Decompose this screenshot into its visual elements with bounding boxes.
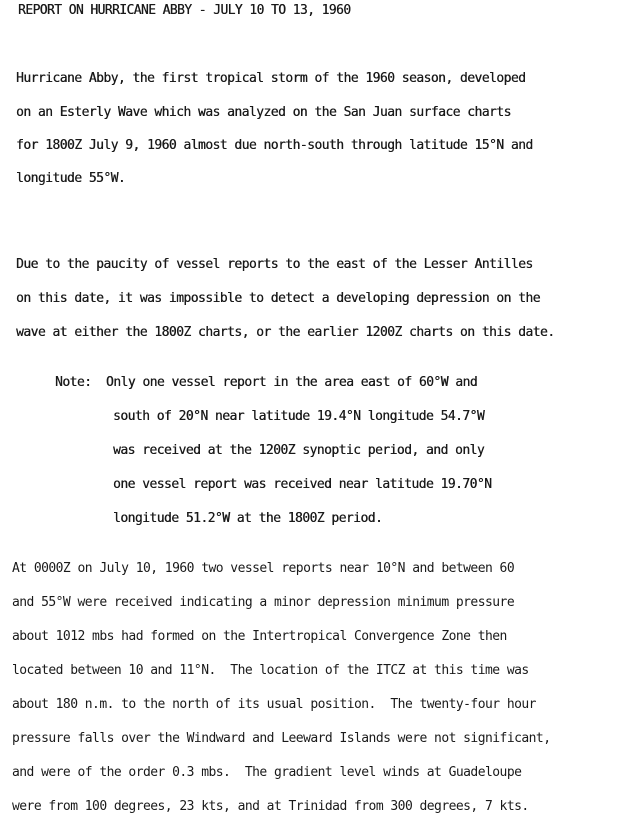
paragraph-1-line-3: for 1800Z July 9, 1960 almost due north-south through latitude 15°N and xyxy=(16,138,533,153)
report-title: REPORT ON HURRICANE ABBY - JULY 10 TO 13, 1960 xyxy=(18,3,351,18)
paragraph-1-line-1: Hurricane Abby, the first tropical storm of the 1960 season, developed xyxy=(16,71,526,86)
note-line-3: was received at the 1200Z synoptic period, and only xyxy=(113,443,485,458)
paragraph-3-line-8: were from 100 degrees, 23 kts, and at Trinidad from 300 degrees, 7 kts. xyxy=(12,799,529,814)
paragraph-2-line-1: Due to the paucity of vessel reports to the east of the Lesser Antilles xyxy=(16,257,533,272)
paragraph-3-line-3: about 1012 mbs had formed on the Intertropical Convergence Zone then xyxy=(12,629,507,644)
paragraph-3-line-4: located between 10 and 11°N. The location of the ITCZ at this time was xyxy=(12,663,529,678)
note-line-5: longitude 51.2°W at the 1800Z period. xyxy=(113,511,383,526)
paragraph-1-line-2: on an Esterly Wave which was analyzed on the San Juan surface charts xyxy=(16,105,511,120)
paragraph-3-line-7: and were of the order 0.3 mbs. The gradient level winds at Guadeloupe xyxy=(12,765,522,780)
paragraph-3-line-1: At 0000Z on July 10, 1960 two vessel reports near 10°N and between 60 xyxy=(12,561,515,576)
paragraph-3-line-5: about 180 n.m. to the north of its usual position. The twenty-four hour xyxy=(12,697,536,712)
paragraph-3-line-6: pressure falls over the Windward and Leeward Islands were not significant, xyxy=(12,731,551,746)
note-line-2: south of 20°N near latitude 19.4°N longitude 54.7°W xyxy=(113,409,485,424)
note-line-1: Note: Only one vessel report in the area east of 60°W and xyxy=(55,375,478,390)
paragraph-2-line-2: on this date, it was impossible to detect a developing depression on the xyxy=(16,291,540,306)
paragraph-1-line-4: longitude 55°W. xyxy=(16,171,126,186)
paragraph-3-line-2: and 55°W were received indicating a minor depression minimum pressure xyxy=(12,595,515,610)
note-line-4: one vessel report was received near latitude 19.70°N xyxy=(113,477,492,492)
paragraph-2-line-3: wave at either the 1800Z charts, or the earlier 1200Z charts on this date. xyxy=(16,325,555,340)
